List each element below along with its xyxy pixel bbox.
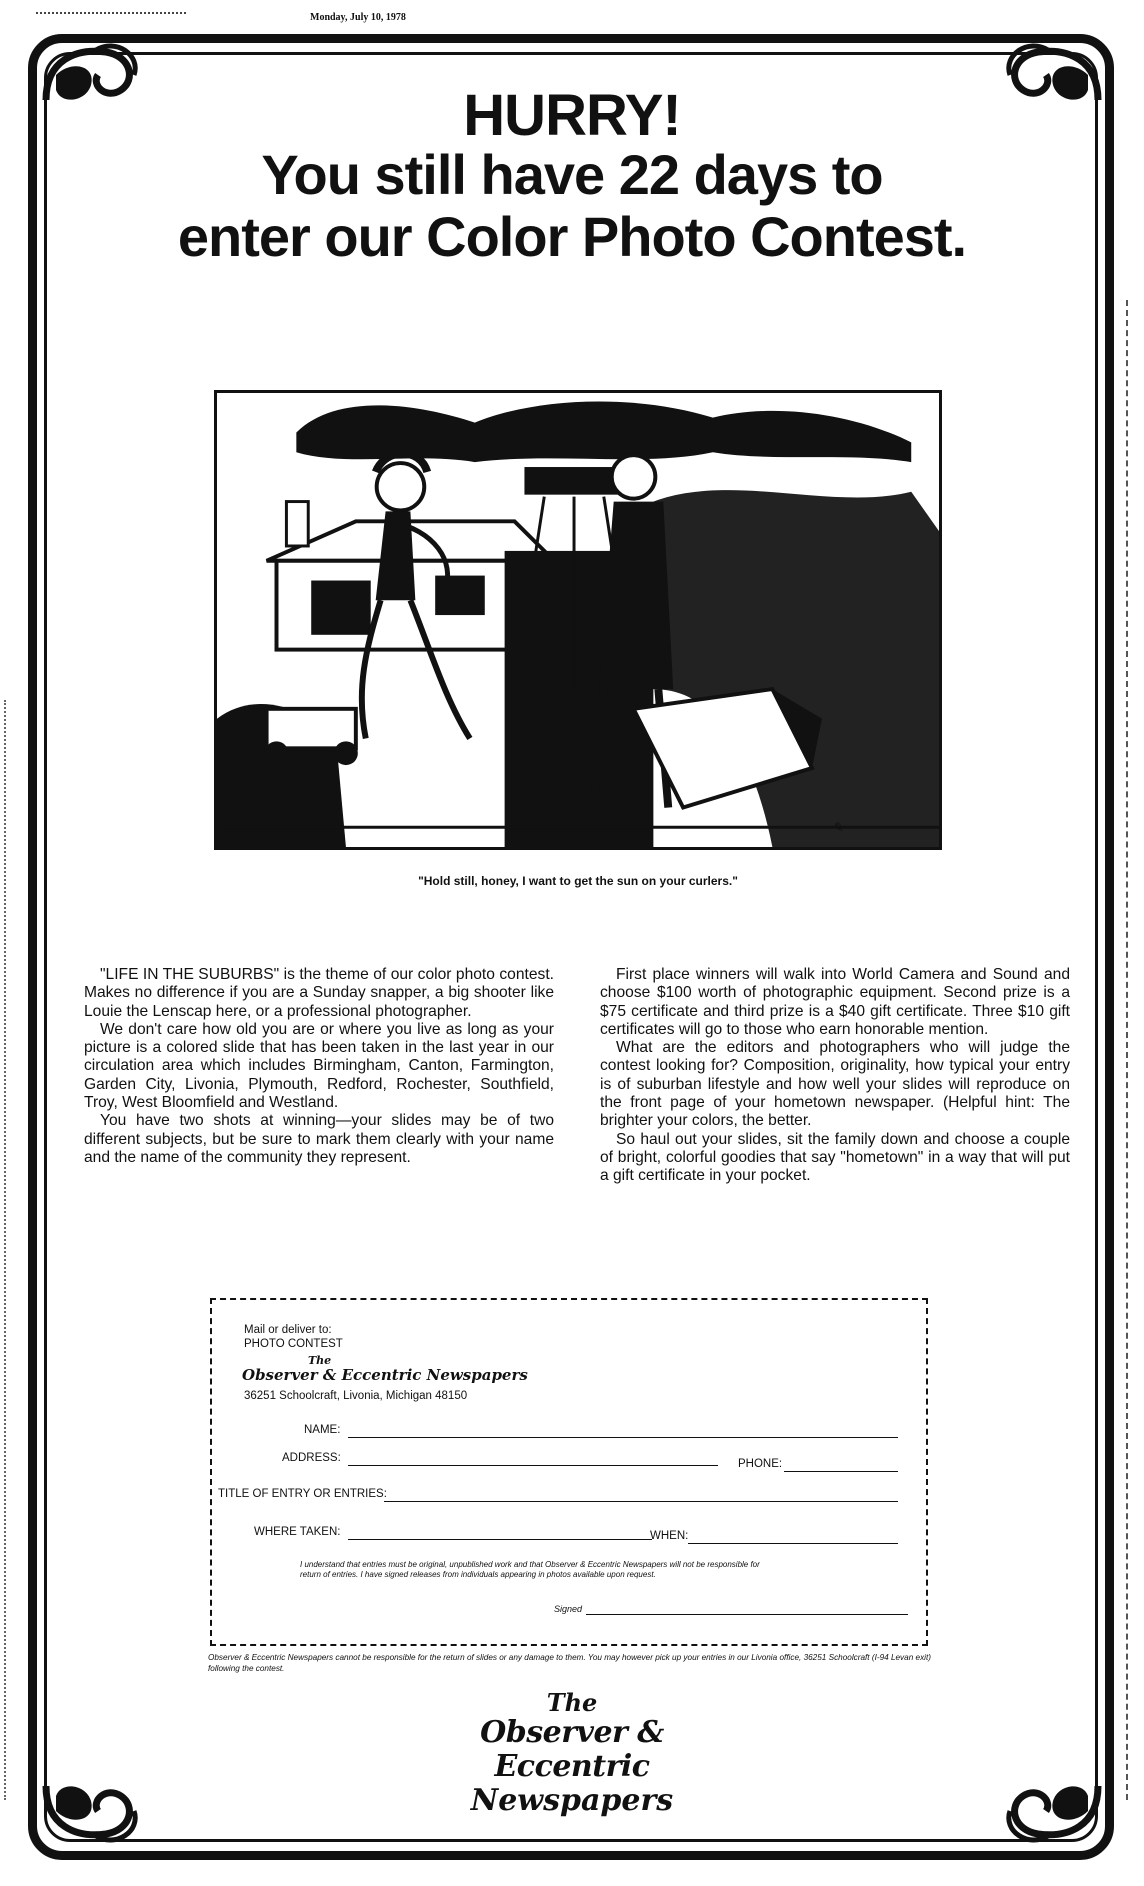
- coupon-paper-the: The: [308, 1354, 332, 1367]
- newspaper-logo: [400, 1690, 744, 1818]
- coupon-mail-to: Mail or deliver to:: [244, 1324, 332, 1336]
- coupon-paper-name: Observer & Eccentric Newspapers: [242, 1366, 528, 1384]
- corner-ornament-icon: [36, 1736, 146, 1846]
- where-taken-line[interactable]: [348, 1539, 652, 1540]
- body-column-left: [84, 966, 554, 1167]
- svg-text:✎: ✎: [831, 820, 844, 837]
- page-edge-right: [1126, 300, 1136, 1800]
- coupon-address: 36251 Schoolcraft, Livonia, Michigan 48150: [244, 1390, 468, 1402]
- name-line[interactable]: [348, 1437, 898, 1438]
- where-taken-label: WHERE TAKEN:: [254, 1526, 341, 1538]
- title-line[interactable]: [384, 1501, 898, 1502]
- corner-ornament-icon: [998, 1736, 1108, 1846]
- body-column-right: [600, 966, 1070, 1186]
- headline-hurry: HURRY!: [463, 83, 681, 148]
- logo-line2: Newspapers: [470, 1783, 674, 1818]
- logo-line1: Observer & Eccentric: [480, 1715, 664, 1784]
- cartoon-caption: "Hold still, honey, I want to get the sun on your curlers.": [418, 874, 738, 888]
- paragraph-judging: What are the editors and photographers who will judge the contest looking for? Composition, originality, how typical your entry is of suburban lifestyle and how well your slides will reproduce on the front page of your hometown newspaper. (Helpful hint: The brighter your colors, the better.: [600, 1039, 1070, 1130]
- paragraph-two-shots: You have two shots at winning—your slides may be of two different subjects, but be sure to mark them clearly with your name and the name of the community they represent.: [84, 1112, 554, 1166]
- when-label: WHEN:: [650, 1530, 689, 1542]
- signed-label: Signed: [554, 1604, 583, 1614]
- coupon-legal-text: I understand that entries must be original, unpublished work and that Observer & Eccentric Newspapers will not be responsible for return of entries. I have signed releases from individuals appearing in photos available upon request.: [300, 1560, 760, 1579]
- logo-the: The: [546, 1688, 598, 1717]
- cartoon-illustration: [214, 390, 942, 850]
- page-edge-left: [4, 700, 10, 1800]
- address-line[interactable]: [348, 1465, 718, 1466]
- headline-days-left: You still have 22 days to: [261, 143, 883, 206]
- phone-line[interactable]: [784, 1471, 898, 1472]
- signature-line[interactable]: [586, 1614, 908, 1615]
- paragraph-prizes: First place winners will walk into World Camera and Sound and choose $100 worth of photographic equipment. Second prize is a $75 certificate and third prize is a $40 gift certificate. Three $10 gift certificates will go to those who earn honorable mention.: [600, 966, 1070, 1038]
- coupon-dept: PHOTO CONTEST: [244, 1338, 343, 1350]
- return-policy-note: Observer & Eccentric Newspapers cannot be responsible for the return of slides or any damage to them. You may however pick up your entries in our Livonia office, 36251 Schoolcraft (I-94 Levan exit) following the contest.: [208, 1653, 932, 1673]
- title-label: TITLE OF ENTRY OR ENTRIES:: [218, 1488, 387, 1500]
- top-edge-strip: [36, 12, 186, 14]
- entry-coupon: [210, 1298, 928, 1646]
- paragraph-eligibility: We don't care how old you are or where you live as long as your picture is a colored slide that has been taken in the last year in our circulation area which includes Birmingham, Canton, Farmington, Garden City, Livonia, Plymouth, Redford, Rochester, Southfield, Troy, West Bloomfield and Westland.: [84, 1020, 554, 1112]
- phone-label: PHONE:: [738, 1458, 783, 1470]
- when-line[interactable]: [688, 1543, 898, 1544]
- address-label: ADDRESS:: [282, 1452, 341, 1464]
- paragraph-theme: "LIFE IN THE SUBURBS" is the theme of our color photo contest. Makes no difference if you are a Sunday snapper, a big shooter like Louie the Lenscap here, or a professional photographer.: [84, 966, 554, 1020]
- paragraph-call-to-action: So haul out your slides, sit the family down and choose a couple of bright, colorful goodies that say "hometown" in a way that will put a gift certificate in your pocket.: [600, 1130, 1070, 1185]
- dateline: Monday, July 10, 1978: [310, 12, 406, 23]
- headline-contest: enter our Color Photo Contest.: [177, 205, 967, 268]
- name-label: NAME:: [304, 1424, 341, 1436]
